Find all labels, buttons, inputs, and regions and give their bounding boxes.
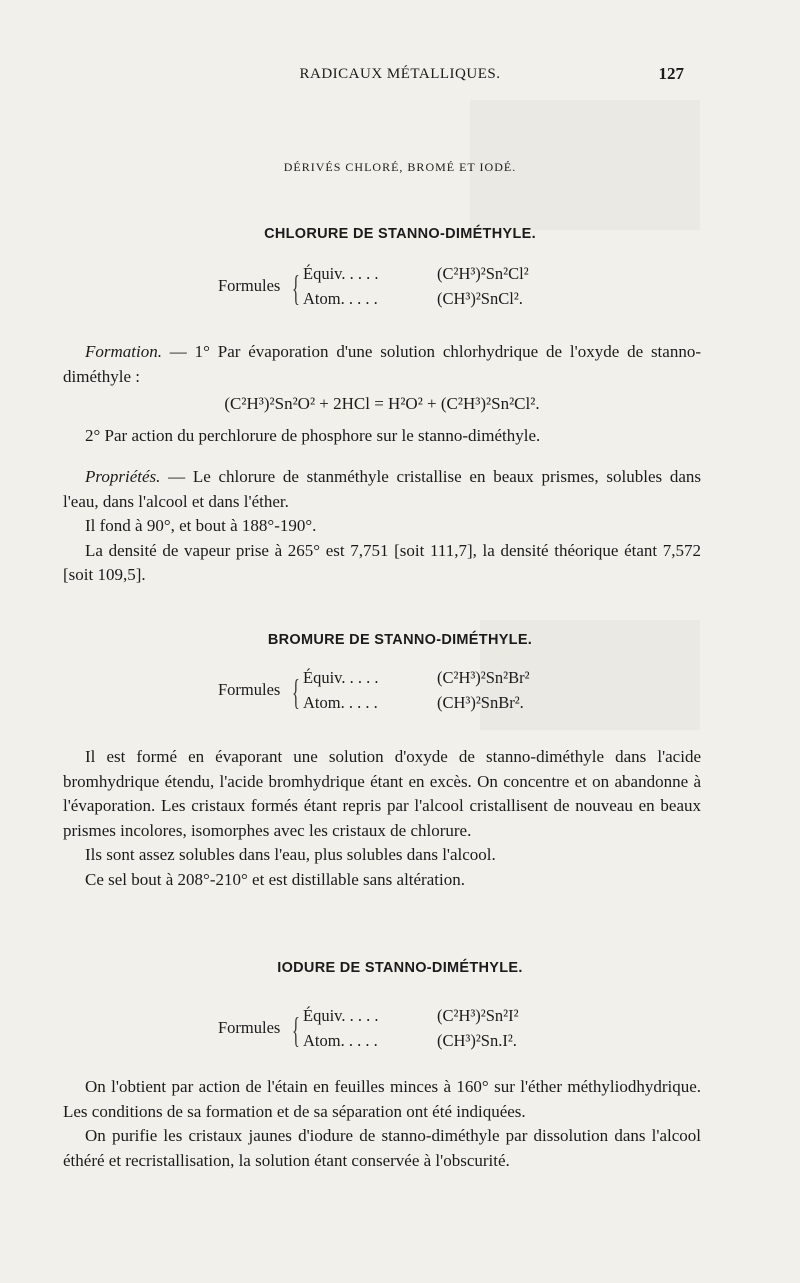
equiv-label: Équiv. . . . . <box>303 264 379 283</box>
atom-label: Atom. . . . . <box>303 289 378 308</box>
equiv-formula: (C²H³)²Sn²Br² <box>437 668 530 687</box>
formation-text: — 1° Par évaporation d'une solution chlorhydrique de l'oxyde de stanno-diméthyle : <box>63 342 701 386</box>
subsection-title: DÉRIVÉS CHLORÉ, BROMÉ ET IODÉ. <box>283 160 517 174</box>
equiv-formula: (C²H³)²Sn²I² <box>437 1006 519 1025</box>
properties-lead: Propriétés. <box>85 467 161 486</box>
formation-2 <box>63 424 701 449</box>
section-heading: CHLORURE DE STANNO-DIMÉTHYLE. <box>264 226 536 242</box>
atom-label: Atom. . . . . <box>303 1031 378 1050</box>
formation-lead: Formation. <box>85 342 162 361</box>
formulas-block <box>0 666 800 722</box>
properties-text: — Le chlorure de stanméthyle cristallise en beaux prismes, solubles dans l'eau, dans l'alcool et dans l'éther. <box>63 467 701 511</box>
fusion-text: Il fond à 90°, et bout à 188°-190°. <box>85 516 317 536</box>
formation-paragraph <box>63 340 701 389</box>
brace: { <box>292 268 300 308</box>
running-title: RADICAUX MÉTALLIQUES. <box>299 66 501 82</box>
bromide-p1: Il est formé en évaporant une solution d'oxyde de stanno-diméthyle dans l'acide bromhydrique étendu, l'acide bromhydrique étant en excès. On concentre et on abandonne à l'évaporation. Les cristaux formés étant repris par l'alcool cristallisent de nouveau en beaux prismes incolores, isomorphes avec les cristaux de chlorure. <box>63 747 701 840</box>
iodide-paragraphs <box>63 1075 701 1173</box>
density-text: La densité de vapeur prise à 265° est 7,751 [soit 111,7], la densité théorique étant 7,572 [soit 109,5]. <box>63 540 701 585</box>
atom-formula: (CH³)²Sn.I². <box>437 1031 517 1050</box>
brace: { <box>292 1010 300 1050</box>
formulas-block <box>0 1004 800 1060</box>
bromide-p3: Ce sel bout à 208°-210° et est distillable sans altération. <box>85 869 465 889</box>
formation-2-text: 2° Par action du perchlorure de phosphore sur le stanno-diméthyle. <box>85 426 541 445</box>
formulas-label: Formules <box>218 1018 281 1037</box>
equiv-label: Équiv. . . . . <box>303 1006 379 1025</box>
formulas-block <box>0 262 800 318</box>
iodide-p1: On l'obtient par action de l'étain en feuilles minces à 160° sur l'éther méthyliodhydrique. Les conditions de sa formation et de sa séparation ont été indiquées. <box>63 1077 701 1121</box>
formulas-label: Formules <box>218 680 281 699</box>
equiv-formula: (C²H³)²Sn²Cl² <box>437 264 529 283</box>
atom-formula: (CH³)²SnBr². <box>437 693 524 712</box>
equation: (C²H³)²Sn²O² + 2HCl = H²O² + (C²H³)²Sn²Cl². <box>224 394 540 413</box>
page-number: 127 <box>658 64 684 83</box>
formulas-label: Formules <box>218 276 281 295</box>
bromide-paragraphs <box>63 745 701 893</box>
running-head <box>0 66 800 88</box>
bromide-p2: Ils sont assez solubles dans l'eau, plus solubles dans l'alcool. <box>85 845 496 865</box>
brace: { <box>292 672 300 712</box>
properties-paragraph <box>63 465 701 588</box>
equiv-label: Équiv. . . . . <box>303 668 379 687</box>
atom-label: Atom. . . . . <box>303 693 378 712</box>
section-heading: IODURE DE STANNO-DIMÉTHYLE. <box>277 960 523 976</box>
iodide-p2: On purifie les cristaux jaunes d'iodure de stanno-diméthyle par dissolution dans l'alcool éthéré et recristallisation, la solution étant conservée à l'obscurité. <box>63 1126 701 1170</box>
atom-formula: (CH³)²SnCl². <box>437 289 523 308</box>
section-heading: BROMURE DE STANNO-DIMÉTHYLE. <box>267 632 533 648</box>
